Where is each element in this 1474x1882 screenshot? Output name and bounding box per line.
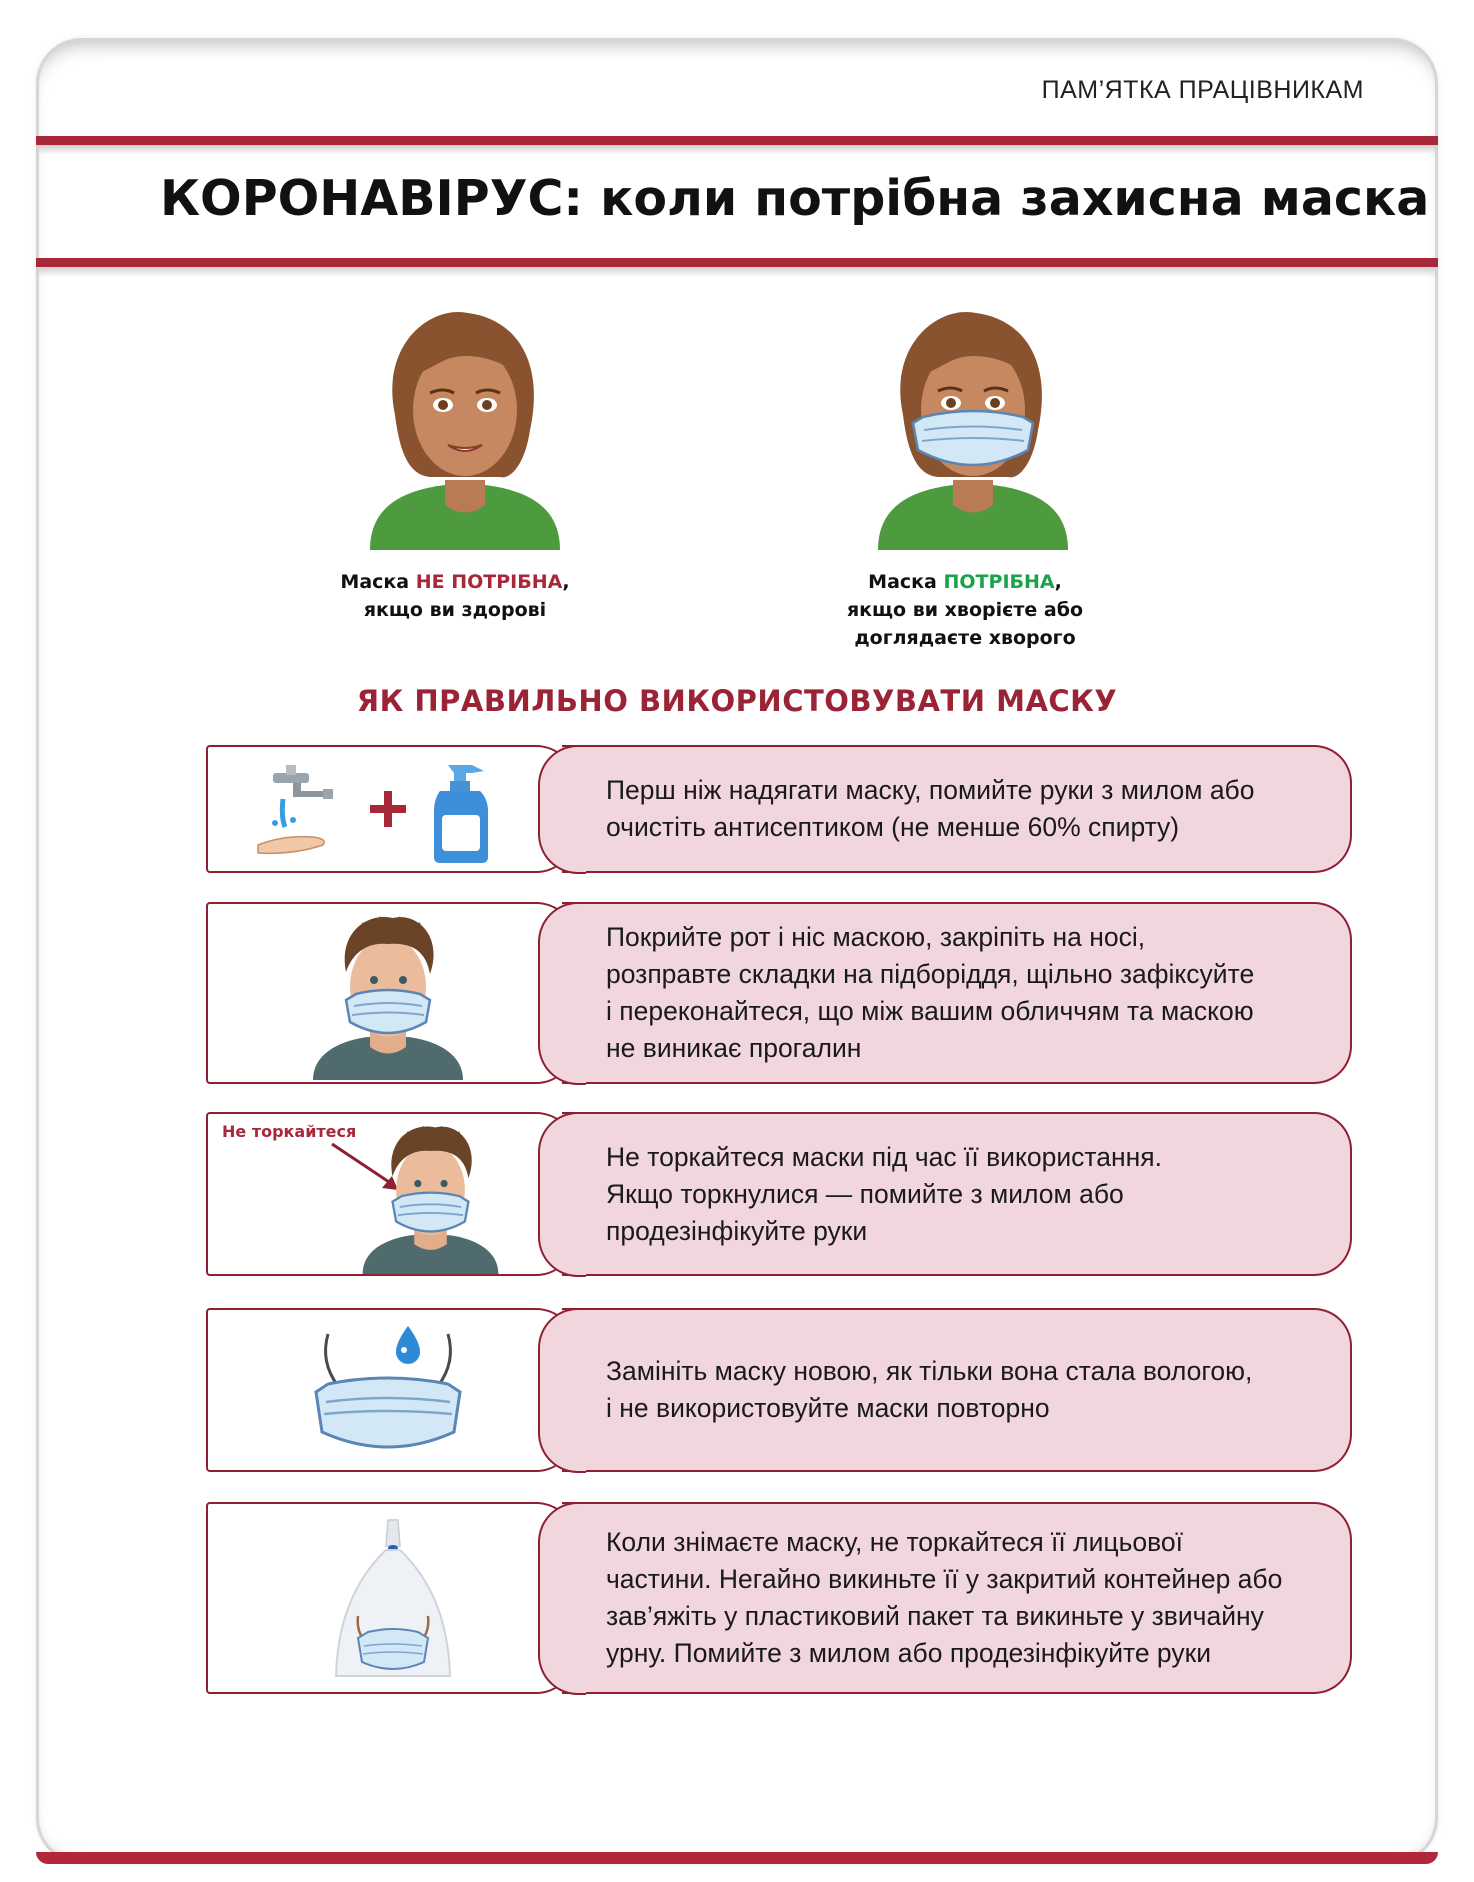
step-4-notch	[538, 1308, 586, 1473]
step-3-text	[606, 1139, 1162, 1250]
rule-shadow-bottom	[36, 267, 1438, 277]
caption-mask-line3: доглядаєте хворого	[854, 627, 1076, 649]
step-3-line: продезінфікуйте руки	[606, 1215, 868, 1246]
mask-in-bag-icon	[328, 1516, 458, 1684]
dont-touch-label: Не торкайтеся	[222, 1122, 357, 1141]
step-5-picture	[206, 1502, 576, 1694]
step-4-line: і не використовуйте маски повторно	[606, 1393, 1050, 1423]
plus-icon	[368, 789, 408, 829]
step-3-textbox	[562, 1112, 1352, 1276]
step-5-notch	[538, 1502, 586, 1695]
step-1-picture	[206, 745, 576, 873]
caption-no-mask-suffix: ,	[562, 571, 570, 593]
step-2-picture	[206, 902, 576, 1084]
step-5-line: зав’яжіть у пластиковий пакет та викиньте у звичайну	[606, 1601, 1264, 1631]
step-5-textbox	[562, 1502, 1352, 1694]
step-4	[206, 1308, 1352, 1472]
man-with-mask-icon	[358, 1122, 503, 1274]
header-label: ПАМ’ЯТКА ПРАЦІВНИКАМ	[1041, 76, 1364, 104]
caption-mask	[785, 568, 1145, 652]
step-2-line: не виникає прогалин	[606, 1033, 862, 1063]
wet-mask-icon	[308, 1322, 468, 1462]
step-5-text	[606, 1524, 1282, 1672]
title-rule-bottom	[36, 258, 1438, 267]
step-2-line: Покрийте рот і ніс маскою, закріпіть на носі,	[606, 922, 1146, 952]
caption-no-mask-line2: якщо ви здорові	[363, 599, 547, 621]
caption-mask-line2: якщо ви хворієте або	[846, 599, 1084, 621]
step-1-notch	[538, 745, 586, 874]
step-1-line: Перш ніж надягати маску, помийте руки з милом або	[606, 775, 1255, 805]
step-5-line: частини. Негайно викиньте її у закритий контейнер або	[606, 1564, 1283, 1594]
step-2-line: розправте складки на підборіддя, щільно зафіксуйте	[606, 959, 1255, 989]
step-4-line: Замініть маску новою, як тільки вона стала вологою,	[606, 1356, 1253, 1386]
caption-mask-prefix: Маска	[868, 571, 944, 593]
rule-shadow-top	[36, 145, 1438, 155]
step-3-line: Якщо торкнулися — помийте з милом або	[606, 1178, 1124, 1209]
frame-bottom-bar	[36, 1852, 1438, 1864]
step-2-notch	[538, 902, 586, 1085]
faucet-hands-icon	[253, 765, 363, 860]
step-3	[206, 1112, 1352, 1276]
step-2-line: і переконайтеся, що між вашим обличчям та маскою	[606, 996, 1254, 1026]
step-5-line: Коли знімаєте маску, не торкайтеся її лицьової	[606, 1527, 1183, 1557]
woman-with-mask-illustration	[858, 305, 1088, 550]
step-1	[206, 745, 1352, 873]
step-4-picture	[206, 1308, 576, 1472]
step-1-line: очистіть антисептиком (не менше 60% спирту)	[606, 812, 1180, 842]
step-1-textbox	[562, 745, 1352, 873]
step-2	[206, 902, 1352, 1084]
step-2-text	[606, 919, 1254, 1067]
caption-no-mask-highlight: НЕ ПОТРІБНА	[415, 571, 563, 593]
title-rule-top	[36, 136, 1438, 145]
step-3-notch	[538, 1112, 586, 1277]
man-with-mask-icon	[308, 912, 468, 1080]
section-title: ЯК ПРАВИЛЬНО ВИКОРИСТОВУВАТИ МАСКУ	[356, 684, 1118, 718]
sanitizer-bottle-icon	[426, 759, 496, 865]
step-1-text	[606, 772, 1254, 846]
caption-mask-highlight: ПОТРІБНА	[943, 571, 1055, 593]
step-4-text	[606, 1353, 1252, 1427]
caption-mask-suffix: ,	[1054, 571, 1062, 593]
woman-no-mask-illustration	[350, 305, 580, 550]
page-title: КОРОНАВІРУС: коли потрібна захисна маска	[160, 170, 1430, 227]
step-3-picture	[206, 1112, 576, 1276]
step-5	[206, 1502, 1352, 1694]
step-3-line: Не торкайтеся маски під час її використання.	[606, 1141, 1162, 1172]
step-2-textbox	[562, 902, 1352, 1084]
step-4-textbox	[562, 1308, 1352, 1472]
caption-no-mask-prefix: Маска	[340, 571, 416, 593]
caption-no-mask	[275, 568, 635, 624]
step-5-line: урну. Помийте з милом або продезінфікуйте руки	[606, 1638, 1212, 1668]
